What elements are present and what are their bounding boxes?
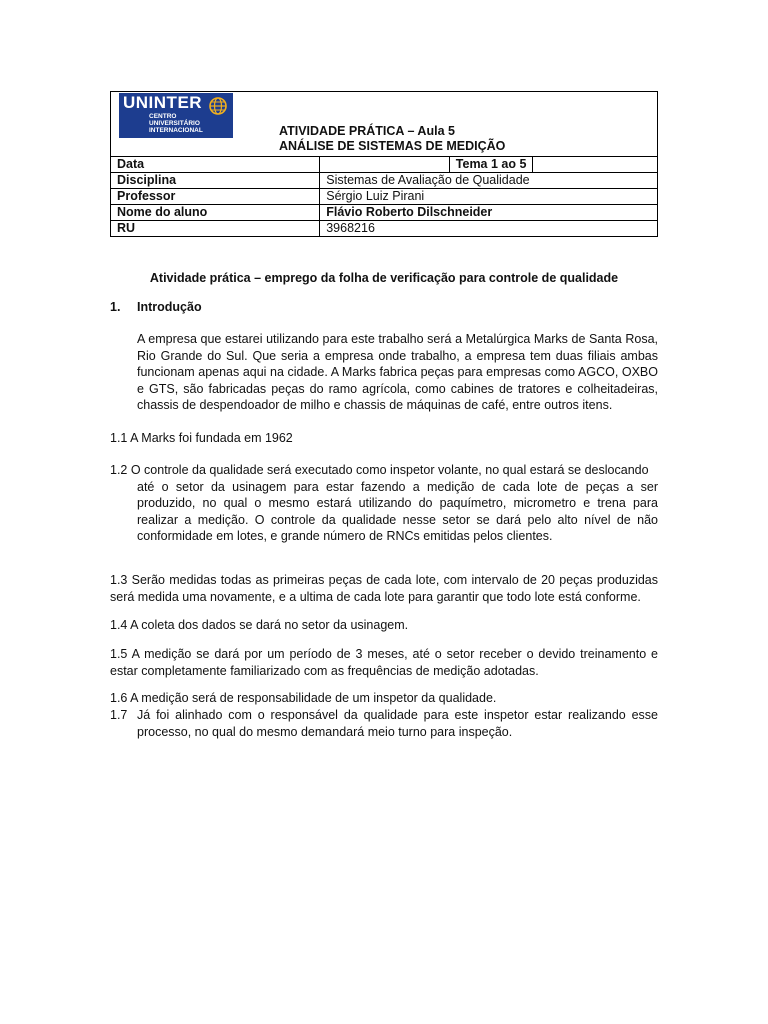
header-title-cell (111, 92, 658, 157)
data-label: Data (111, 157, 320, 173)
section-1-title: Introdução (137, 300, 202, 314)
item-1-4: 1.4 A coleta dos dados se dará no setor da usinagem. (110, 618, 409, 632)
professor-value: Sérgio Luiz Pirani (320, 189, 658, 205)
ru-label: RU (111, 221, 320, 237)
aluno-value: Flávio Roberto Dilschneider (320, 205, 658, 221)
item-1-6: 1.6 A medição será de responsabilidade de um inspetor da qualidade. (110, 691, 497, 705)
section-1-number: 1. (110, 300, 121, 314)
item-1-1: 1.1 A Marks foi fundada em 1962 (110, 431, 293, 445)
logo-brand: UNINTER (123, 93, 203, 112)
uninter-logo (119, 93, 233, 138)
title-line-1: ATIVIDADE PRÁTICA – Aula 5 (279, 124, 455, 138)
item-1-7-text: Já foi alinhado com o responsável da qualidade para este inspetor estar realizando esse processo, no qual do mesmo demandará meio turno para inspeção. (137, 708, 658, 739)
disciplina-value: Sistemas de Avaliação de Qualidade (320, 173, 658, 189)
tema-value (533, 157, 658, 173)
item-1-2-first-line: 1.2 O controle da qualidade será executado como inspetor volante, no qual estará se deslocando (110, 463, 649, 477)
professor-label: Professor (111, 189, 320, 205)
row-disciplina (111, 173, 658, 189)
item-1-5: 1.5 A medição se dará por um período de 3 meses, até o setor receber o devido treinamento e estar completamente familiarizado com as frequências de medição adotadas. (110, 647, 658, 678)
document-title (279, 124, 505, 154)
activity-heading: Atividade prática – emprego da folha de verificação para controle de qualidade (149, 271, 619, 285)
aluno-label: Nome do aluno (111, 205, 320, 221)
item-1-3: 1.3 Serão medidas todas as primeiras peças de cada lote, com intervalo de 20 peças produzidas será medida uma novamente, e a ultima de cada lote para garantir que todo lote está conforme. (110, 573, 658, 604)
item-1-7-number: 1.7 (110, 708, 128, 722)
row-aluno (111, 205, 658, 221)
header-table (110, 91, 658, 237)
row-data (111, 157, 658, 173)
intro-paragraph: A empresa que estarei utilizando para este trabalho será a Metalúrgica Marks de Santa Rosa, Rio Grande do Sul. Que seria a empresa onde trabalho, a empresa tem duas filiais ambas funcionam apenas aqui na cidade. A Marks fabrica peças para empresas como AGCO, OXBO e GTS, são fabricadas peças do ramo agrícola, como cabines de tratores e colheitadeiras, chassis de despendoador de milho e chassis de máquinas de café, entre outros itens. (137, 332, 658, 412)
tema-label: Tema 1 ao 5 (449, 157, 533, 173)
row-professor (111, 189, 658, 205)
title-line-2: ANÁLISE DE SISTEMAS DE MEDIÇÃO (279, 139, 506, 153)
disciplina-label: Disciplina (111, 173, 320, 189)
row-ru (111, 221, 658, 237)
logo-subtitle: CENTRO UNIVERSITÁRIO INTERNACIONAL (149, 113, 203, 134)
ru-value: 3968216 (320, 221, 658, 237)
item-1-2-continuation: até o setor da usinagem para estar fazendo a medição de cada lote de peças a ser produzido, no qual o mesmo estará utilizando do paquímetro, micrometro e trena para realizar a medição. O controle da qualidade nesse setor se dará pelo alto nível de não conformidade em lotes, e grande número de RNCs emitidas pelos clientes. (137, 479, 658, 543)
globe-icon (206, 96, 230, 116)
data-value (320, 157, 450, 173)
